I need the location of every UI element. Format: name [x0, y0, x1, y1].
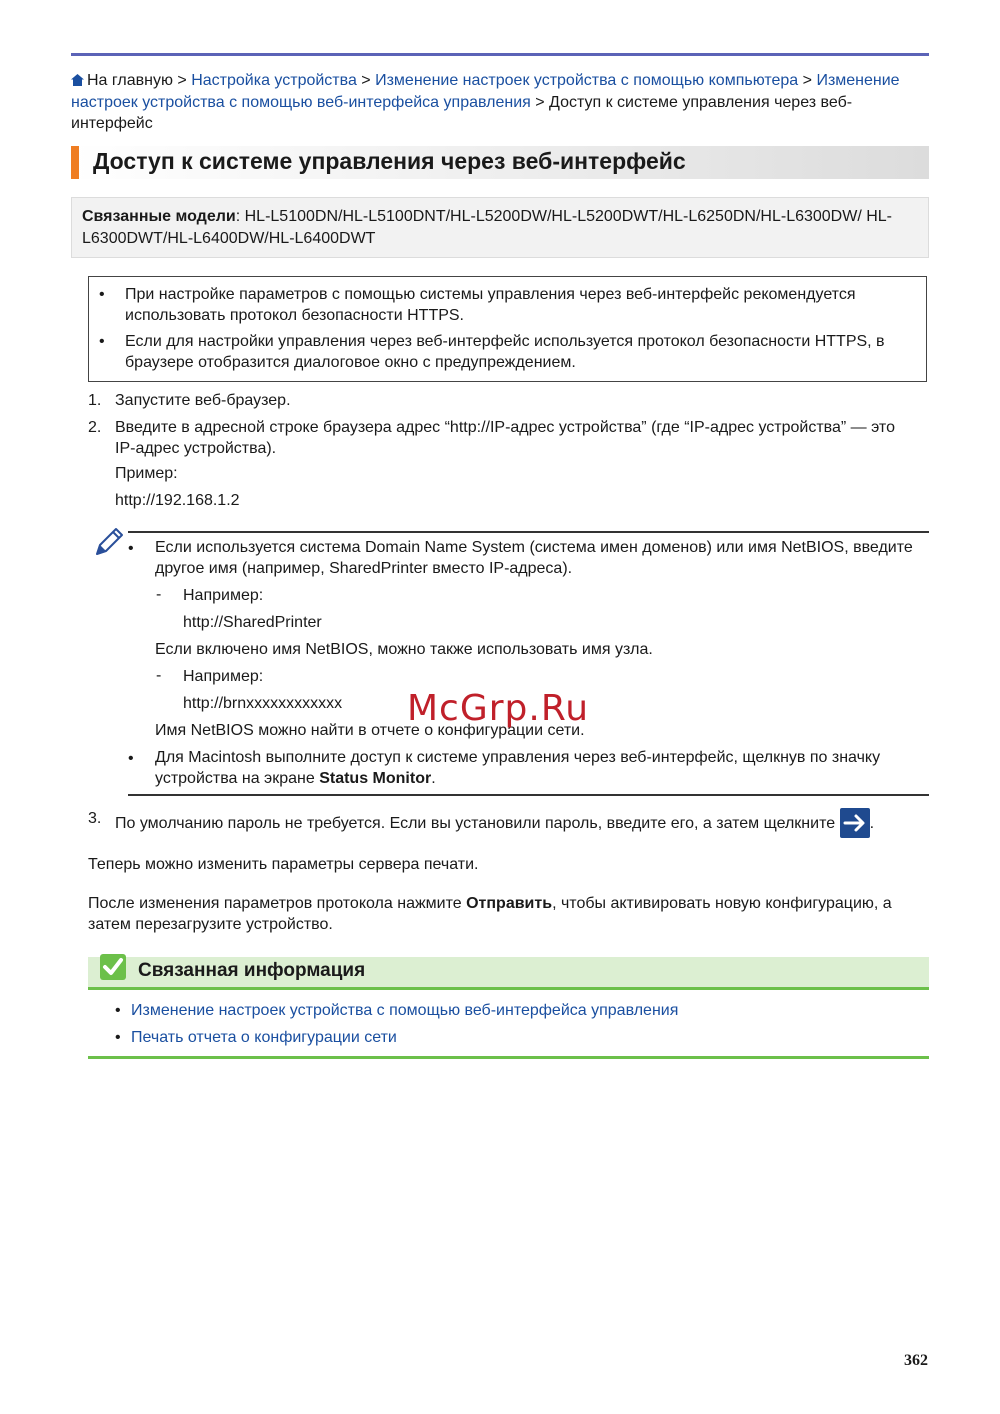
paragraph-after: После изменения параметров протокола нажмите Отправить, чтобы активировать новую конфигурацию, а затем перезагрузите устройство.	[88, 895, 892, 933]
related-models-box	[71, 197, 929, 258]
watermark: McGrp.Ru	[407, 688, 590, 729]
breadcrumb-separator: >	[535, 93, 545, 111]
example-url: http://SharedPrinter	[183, 614, 322, 631]
related-links	[88, 997, 929, 1051]
breadcrumb-link-computer[interactable]: Изменение настроек устройства с помощью компьютера	[375, 72, 799, 89]
step-number: 3.	[88, 810, 102, 827]
example-url: http://brnxxxxxxxxxxxx	[183, 695, 343, 712]
step-number: 1.	[88, 392, 102, 409]
note-box	[88, 276, 927, 382]
models-label: Связанные модели	[82, 208, 236, 225]
dash: -	[156, 586, 162, 603]
submit-arrow-icon[interactable]	[840, 808, 870, 838]
paragraph-now: Теперь можно изменить параметры сервера печати.	[88, 856, 479, 873]
breadcrumb-separator: >	[361, 72, 371, 89]
example-label: Например:	[183, 668, 264, 685]
related-info-title: Связанная информация	[138, 960, 366, 981]
list-item	[88, 1024, 929, 1051]
netbios-text: Если включено имя NetBIOS, можно также использовать имя узла.	[155, 641, 653, 658]
models-value: : HL-L5100DN/HL-L5100DNT/HL-L5200DW/HL-L5200DWT/HL-L6250DN/HL-L6300DW/ HL-L6300DWT/HL-L6400DW/HL-L6400DWT	[82, 208, 893, 247]
step-text: По умолчанию пароль не требуется. Если вы установили пароль, введите его, а затем щелкните .	[115, 808, 918, 838]
example-label: Пример:	[115, 465, 178, 482]
related-link[interactable]: Печать отчета о конфигурации сети	[131, 1029, 397, 1046]
step-3	[88, 808, 918, 838]
pencil-icon	[91, 526, 125, 560]
breadcrumb-current: Доступ к системе управления через веб-интерфейс	[71, 93, 853, 132]
submit-label: Отправить	[466, 895, 553, 912]
breadcrumb-link-web[interactable]: Изменение настроек устройства с помощью веб-интерфейса управления	[71, 72, 900, 111]
example-url: http://192.168.1.2	[115, 492, 240, 509]
page-number: 362	[904, 1352, 928, 1369]
breadcrumb	[71, 70, 929, 135]
step-1	[88, 390, 918, 411]
breadcrumb-separator: >	[802, 72, 812, 89]
breadcrumb-separator: >	[177, 72, 187, 89]
step-text: Введите в адресной строке браузера адрес “http://IP-адрес устройства” (где “IP-адрес устройства” — это IP-адрес устройства).	[115, 419, 895, 457]
step-text: Запустите веб-браузер.	[115, 392, 291, 409]
step-2	[88, 417, 918, 459]
page-title: Доступ к системе управления через веб-интерфейс	[93, 148, 686, 174]
title-bar	[71, 146, 929, 179]
status-monitor-label: Status Monitor	[319, 769, 432, 787]
home-icon[interactable]	[71, 74, 84, 86]
list-item	[88, 997, 929, 1024]
related-info-header	[88, 957, 929, 990]
netbios-find-text: Имя NetBIOS можно найти в отчете о конфигурации сети.	[155, 722, 585, 739]
note-item: • Если для настройки управления через веб-интерфейс используется протокол безопасности HTTPS, в браузере отобразится диалоговое окно с предупреждением.	[125, 332, 912, 373]
note-item: • При настройке параметров с помощью системы управления через веб-интерфейс рекомендуется использовать протокол безопасности HTTPS.	[125, 285, 912, 326]
checkmark-icon	[100, 954, 126, 980]
tip-bullet-1: Если используется система Domain Name System (система имен доменов) или имя NetBIOS, введите другое имя (например, SharedPrinter вместо IP-адреса).	[155, 539, 913, 577]
tip-rule-bottom	[128, 794, 929, 796]
tip-bullet-2: Для Macintosh выполните доступ к системе управления через веб-интерфейс, щелкнув по значку устройства на экране Status Monitor.	[155, 749, 881, 787]
related-bottom-rule	[88, 1056, 929, 1059]
breadcrumb-link-setup[interactable]: Настройка устройства	[191, 72, 357, 89]
tip-block: • Если используется система Domain Name System (система имен доменов) или имя NetBIOS, введите другое имя (например, SharedPrinter вместо IP-адреса). - Например: http://SharedPrinter Если включено имя NetBIOS, можно также использовать имя узла. - Например: http://brnxxxxxxxxxxxx Имя NetBIOS можно найти в отчете о конфигурации сети. • Для Macintosh выполните доступ к системе управления через веб-интерфейс, щелкнув по значку устройства на экране Status Monitor.	[88, 531, 929, 796]
top-rule	[71, 53, 929, 56]
dash: -	[156, 667, 162, 684]
related-link[interactable]: Изменение настроек устройства с помощью веб-интерфейса управления	[131, 1002, 679, 1019]
title-accent	[71, 146, 79, 179]
example-label: Например:	[183, 587, 264, 604]
step-number: 2.	[88, 419, 102, 436]
breadcrumb-home[interactable]: На главную	[87, 72, 173, 89]
tip-rule-top	[128, 531, 929, 533]
